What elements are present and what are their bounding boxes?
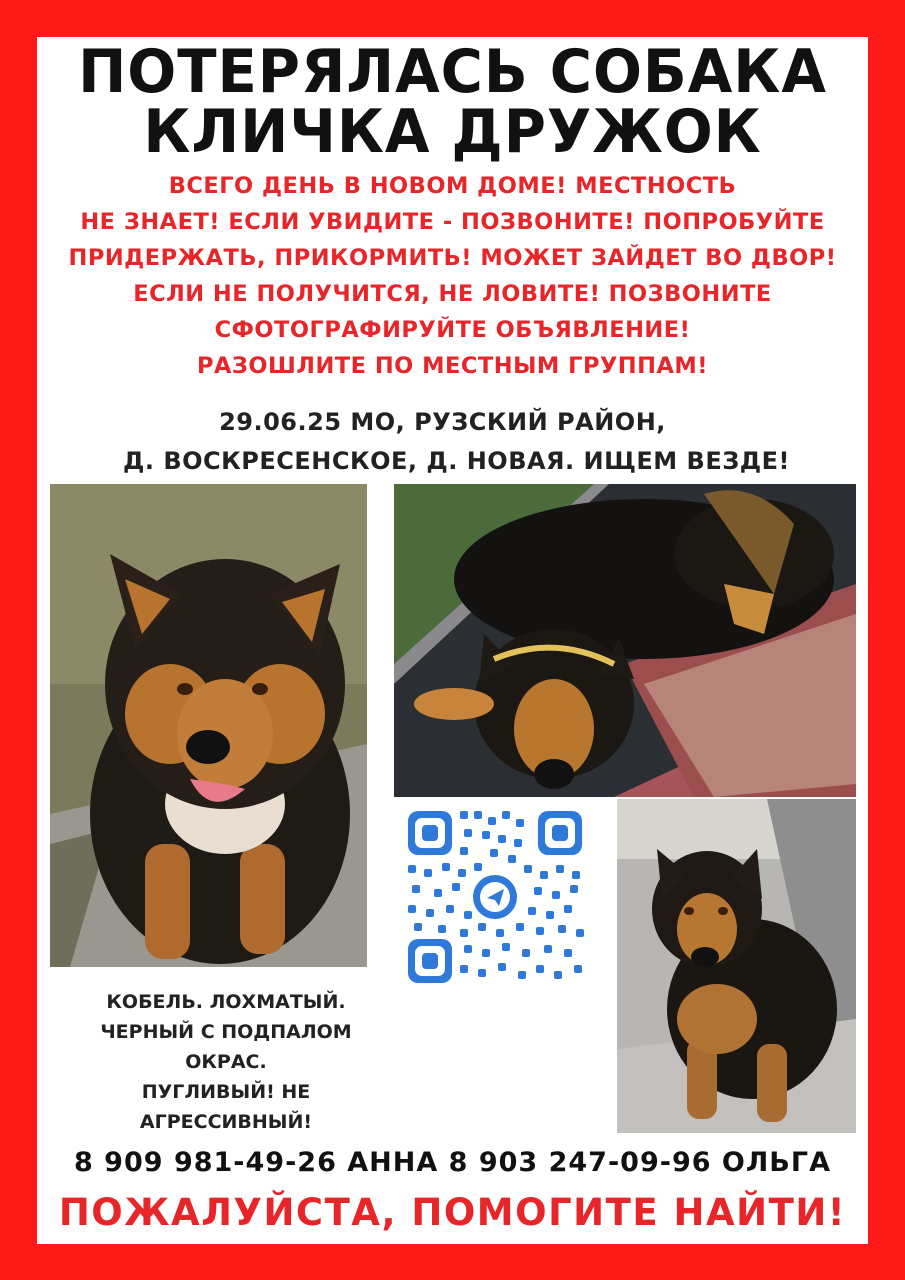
help-find-footer: ПОЖАЛУЙСТА, ПОМОГИТЕ НАЙТИ! (58, 1191, 847, 1234)
description-line: ПУГЛИВЫЙ! НЕ (141, 1081, 311, 1103)
lost-dog-poster (37, 37, 868, 1244)
dog-photo-portrait (50, 484, 367, 967)
headline-lost-dog: ПОТЕРЯЛАСЬ СОБАКА (78, 37, 827, 107)
dog-photo-standing (617, 799, 856, 1133)
dog-description (81, 987, 371, 1137)
qr-code-icon (394, 799, 596, 995)
location-line: Д. ВОСКРЕСЕНСКОЕ, Д. НОВАЯ. ИЩЕМ ВЕЗДЕ! (123, 447, 790, 475)
contact-phones[interactable]: 8 909 981-49-26 АННА 8 903 247-09-96 ОЛЬГА (74, 1147, 831, 1178)
dog-photo-lying (394, 484, 856, 797)
appeal-line: РАЗОШЛИТЕ ПО МЕСТНЫМ ГРУППАМ! (196, 353, 709, 379)
appeal-line: ПРИДЕРЖАТЬ, ПРИКОРМИТЬ! МОЖЕТ ЗАЙДЕТ ВО ДВОР! (68, 245, 837, 271)
description-line: КОБЕЛЬ. ЛОХМАТЫЙ. (106, 991, 346, 1013)
headline-dog-name: КЛИЧКА ДРУЖОК (143, 97, 762, 167)
location-line: 29.06.25 МО, РУЗСКИЙ РАЙОН, (219, 408, 666, 436)
telegram-icon (473, 875, 517, 919)
appeal-line: ВСЕГО ДЕНЬ В НОВОМ ДОМЕ! МЕСТНОСТЬ (168, 173, 737, 199)
description-line: ЧЕРНЫЙ С ПОДПАЛОМ (100, 1021, 352, 1043)
appeal-line: СФОТОГРАФИРУЙТЕ ОБЪЯВЛЕНИЕ! (214, 317, 691, 343)
description-line: ОКРАС. (185, 1051, 267, 1073)
appeal-line: ЕСЛИ НЕ ПОЛУЧИТСЯ, НЕ ЛОВИТЕ! ПОЗВОНИТЕ (133, 281, 772, 307)
appeal-line: НЕ ЗНАЕТ! ЕСЛИ УВИДИТЕ - ПОЗВОНИТЕ! ПОПРОБУЙТЕ (80, 209, 825, 235)
description-line: АГРЕССИВНЫЙ! (139, 1111, 313, 1133)
qr-code[interactable] (394, 799, 596, 995)
